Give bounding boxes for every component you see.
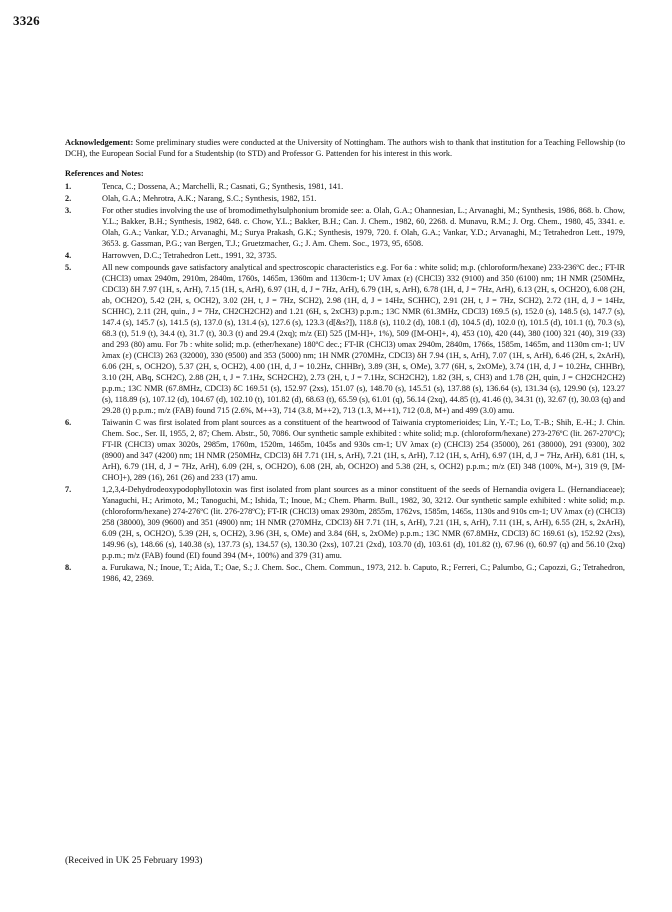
reference-item (65, 181, 625, 192)
reference-number: 7. (65, 485, 72, 494)
reference-item (65, 262, 625, 416)
reference-text: Taiwanin C was first isolated from plant sources as a constituent of the heartwood of Taiwania cryptomerioides; Lin, Y.-T.; Lo, T.-B.; Shih, E.-H.; J. Chin. Chem. Soc., Ser. II, 1955, 2, 87; Chem. Abstr., 50, 7086. Our synthetic sample exhibited : white solid; m.p. (chloroform/hexane) 273-276ºC (lit. 267-270ºC); FT-IR (CHCl3) υmax 3020s, 2985m, 1760m, 1520m, 1465m, 1045s and 930s cm-1; UV λmax (ε) (CHCl3) 254 (35000), 261 (38000), 291 (9300), 302 (8900) and 347 (4200) nm; 1H NMR (250MHz, CDCl3) δH 7.71 (1H, s, ArH), 7.21 (1H, s, ArH), 7.12 (1H, s, ArH), 6.97 (1H, d, J = 7Hz, ArH), 6.81 (1H, s, ArH), 6.79 (1H, d, J = 7Hz, ArH), 6.09 (2H, s, OCH2O), 6.08 (2H, ab, OCH2O) and 5.38 (2H, s, OCH2) p.p.m.; m/z (EI) 348 (100%, M+), 319 (9, [M-CHO]+), 289 (16), 261 (26) and 233 (17) amu. (102, 418, 625, 482)
reference-text: All new compounds gave satisfactory analytical and spectroscopic characteristics e.g. For 6a : white solid; m.p. (chloroform/hexane) 233-236ºC dec.; FT-IR (CHCl3) υmax 2940m, 2910m, 2840m, 1760s, 1465m, 1360m and 1130cm-1; UV λmax (ε) (CHCl3) 332 (9100) and 350 (6100) nm; 1H NMR (250MHz, CDCl3) δH 7.97 (1H, s, ArH), 7.15 (1H, s, ArH), 6.97 (1H, d, J = 7Hz, ArH), 6.79 (1H, s, ArH), 6.78 (1H, d, J = 7Hz, ArH), 6.13 (2H, s, OCH2O), 6.08 (2H, ab, OCH2O), 5.42 (2H, s, OCH2), 3.02 (2H, t, J = 7Hz, SCH2), 2.98 (1H, d, J = 14Hz, SCHHC), 2.91 (2H, t, J = 7Hz, SCH2), 2.72 (1H, d, J = 14Hz, SCHHC), 2.11 (2H, quin., J = 7Hz, CH2CH2CH2) and 1.21 (6H, s, 2xCH3) p.p.m.; 13C NMR (61.3MHz, CDCl3) 169.5 (s), 152.0 (s), 148.5 (s), 147.7 (s), 147.4 (s), 145.7 (s), 141.5 (s), 137.0 (s), 131.4 (s), 127.6 (s), 123.3 (d[&s?]), 118.8 (s), 110.2 (d), 108.1 (d), 104.5 (d), 102.0 (t), 101.5 (d), 101.1 (t), 70.3 (s), 68.3 (t), 51.9 (t), 34.4 (t), 31.7 (t), 30.3 (t) and 29.4 (2xq); m/z (EI) 525 ([M-H]+, 1%), 509 ([M-OH]+, 4), 453 (10), 420 (44), 380 (100) 321 (40), 319 (33) and 293 (80) amu. For 7b : white solid; m.p. (ether/hexane) 180ºC dec.; FT-IR (CHCl3) υmax 2940m, 2840m, 1766s, 1585m, 1465m, and 1130m cm-1; UV λmax (ε) (CHCl3) 263 (32000), 330 (9500) and 353 (5000) nm; 1H NMR (270MHz, CDCl3) δH 7.94 (1H, s, ArH), 7.07 (1H, s, ArH), 6.46 (2H, s, 2xArH), 6.06 (2H, s, OCH2O), 5.37 (2H, s, OCH2), 4.00 (1H, d, J = 10.2Hz, CHHBr), 3.89 (3H, s, OMe), 3.77 (6H, s, 2xOMe), 3.74 (1H, d, J = 10.2Hz, CHHBr), 3.10 (2H, ABq, SCH2C), 2.88 (2H, t, J = 7.1Hz, SCH2CH2), 2.73 (2H, t, J = 7.1Hz, SCH2CH2), 1.82 (3H, s, CH3) and 1.78 (2H, quin, J = CH2CH2CH2) p.p.m.; 13C NMR (67.8MHz, CDCl3) δC 169.51 (s), 152.97 (2xs), 151.07 (s), 148.70 (s), 145.51 (s), 137.88 (s), 136.64 (s), 131.34 (s), 129.90 (s), 123.27 (s), 118.89 (s), 107.12 (d), 104.67 (d), 102.10 (t), 101.82 (d), 68.63 (t), 65.59 (s), 61.01 (q), 56.14 (2xq), 44.85 (t), 41.46 (t), 34.31 (t), 32.67 (t), 30.03 (q) and 29.28 (t) p.p.m.; m/z (FAB) found 715 (2.6%, M++3), 714 (3.8, M++2), 713 (1.3, M++1), 712 (0.8, M+) and 499 (3.0) amu. (102, 263, 625, 415)
reference-text: Tenca, C.; Dossena, A.; Marchelli, R.; Casnati, G.; Synthesis, 1981, 141. (102, 182, 344, 191)
reference-list (65, 181, 625, 584)
reference-item (65, 417, 625, 483)
reference-number: 4. (65, 251, 72, 260)
references-heading: References and Notes: (65, 169, 144, 178)
reference-text: Olah, G.A.; Mehrotra, A.K.; Narang, S.C.; Synthesis, 1982, 151. (102, 194, 317, 203)
acknowledgement-text: Some preliminary studies were conducted at the University of Nottingham. The authors wish to thank that institution for a Teaching Fellowship (to DCH), the European Social Fund for a Studentship (to STD) and Professor G. Pattenden for his interest in this work. (65, 138, 625, 158)
reference-item (65, 193, 625, 204)
received-date: (Received in UK 25 February 1993) (65, 856, 203, 866)
reference-item (65, 205, 625, 249)
reference-number: 1. (65, 182, 72, 191)
reference-text: For other studies involving the use of bromodimethylsulphonium bromide see: a. Olah, G.A.; Ohannesian, L.; Arvanaghi, M.; Synthesis, 1986, 868. b. Chow, Y.L.; Bakker, B.H.; Synthesis, 1982, 648. c. Chow, Y.L.; Bakker, B.H.; Can. J. Chem., 1982, 60, 2268. d. Munavu, R.M.; J. Org. Chem., 1980, 45, 3341. e. Olah, G.A.; Vankar, Y.D.; Arvanaghi, M.; Surya Prakash, G.K.; Synthesis, 1979, 720. f. Olah, G.A.; Vankar, Y.D.; Arvanaghi, M.; Tetrahedron Lett., 1979, 3653. g. Gassman, P.G.; van Bergen, T.J.; Gruetzmacher, G.; J. Am. Chem. Soc., 1973, 95, 6508. (102, 206, 625, 248)
acknowledgement (65, 137, 625, 159)
reference-number: 6. (65, 418, 72, 427)
article-body (65, 137, 625, 585)
reference-number: 2. (65, 194, 72, 203)
reference-number: 5. (65, 263, 72, 272)
reference-text: Harrowven, D.C.; Tetrahedron Lett., 1991, 32, 3735. (102, 251, 277, 260)
reference-item (65, 562, 625, 584)
page-number: 3326 (13, 13, 40, 28)
reference-text: 1,2,3,4-Dehydrodeoxypodophyllotoxin was first isolated from plant sources as a minor constituent of the seeds of Hernandia ovigera L. (Hernandiaceae); Yanaguchi, H.; Arimoto, M.; Tanoguchi, M.; Ishida, T.; Inoue, M.; Chem. Pharm. Bull., 1982, 30, 3212. Our synthetic sample exhibited : white solid; m.p. (chloroform/hexane) 274-276ºC (lit. 276-278ºC); FT-IR (CHCl3) υmax 2930m, 2855m, 1762vs, 1585m, 1465s, 1130s and 910s cm-1; UV λmax (ε) (CHCl3) 258 (38000), 309 (9600) and 351 (4900) nm; 1H NMR (270MHz, CDCl3) δH 7.71 (1H, s, ArH), 7.21 (1H, s, ArH), 7.11 (1H, s, ArH), 6.55 (2H, s, 2xArH), 6.09 (2H, s, OCH2O), 5.39 (2H, s, OCH2), 3.96 (3H, s, OMe) and 3.84 (6H, s, 2xOMe) p.p.m.; 13C NMR (67.8MHz, CDCl3) δC 169.61 (s), 152.92 (2xs), 149.96 (s), 148.66 (s), 140.38 (s), 137.73 (s), 134.57 (s), 130.30 (2xs), 107.21 (2xd), 103.70 (d), 103.61 (d), 101.82 (t), 67.96 (t), 60.97 (q) and 56.10 (2xq) p.p.m.; m/z (FAB) found (EI) found 394 (M+, 100%) and 379 (31) amu. (102, 485, 625, 560)
reference-item (65, 484, 625, 561)
acknowledgement-label: Acknowledgement: (65, 138, 134, 147)
reference-number: 3. (65, 206, 72, 215)
reference-number: 8. (65, 563, 72, 572)
reference-text: a. Furukawa, N.; Inoue, T.; Aida, T.; Oae, S.; J. Chem. Soc., Chem. Commun., 1973, 212. b. Caputo, R.; Ferreri, C.; Palumbo, G.; Capozzi, G.; Tetrahedron, 1986, 42, 2369. (102, 563, 625, 583)
reference-item (65, 250, 625, 261)
